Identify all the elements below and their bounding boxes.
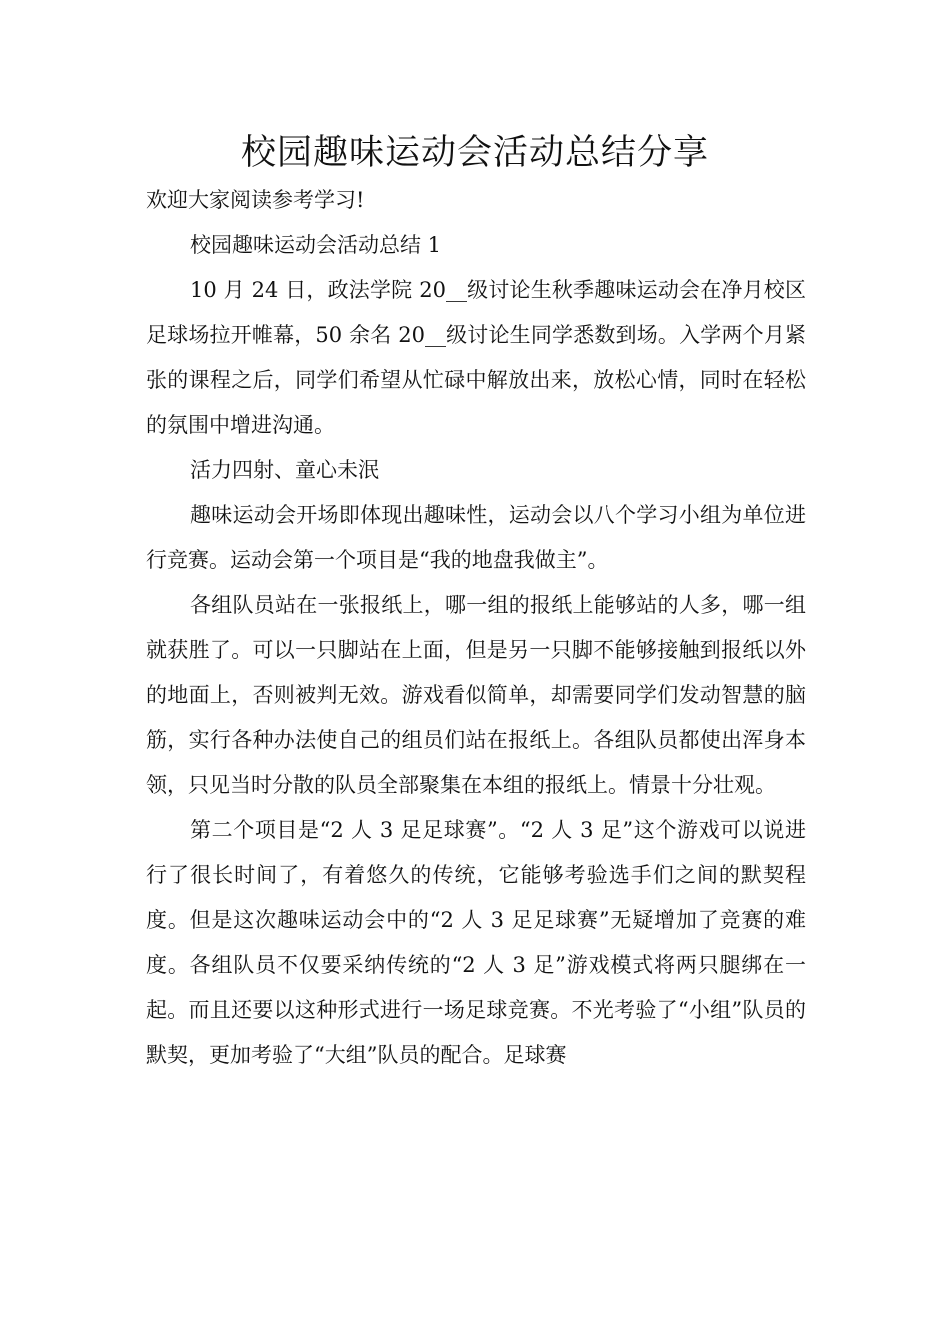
paragraph-1: 10 月 24 日，政法学院 20__级讨论生秋季趣味运动会在净月校区足球场拉开帷幕，50 余名 20__级讨论生同学悉数到场。入学两个月紧张的课程之后，同学们希望从忙碌中解放出来，放松心情，同时在轻松的氛围中增进沟通。 xyxy=(146,278,806,437)
paragraph-4: 第二个项目是“2 人 3 足足球赛”。“2 人 3 足”这个游戏可以说进行了很长时间了，有着悠久的传统，它能够考验选手们之间的默契程度。但是这次趣味运动会中的“2 人 3 足足球赛”无疑增加了竞赛的难度。各组队员不仅要采纳传统的“2 人 3 足”游戏模式将两只腿绑在一起。而且还要以这种形式进行一场足球竞赛。不光考验了“小组”队员的默契，更加考验了“大组”队员的配合。足球赛 xyxy=(146,818,806,1067)
paragraph-3: 各组队员站在一张报纸上，哪一组的报纸上能够站的人多，哪一组就获胜了。可以一只脚站在上面，但是另一只脚不能够接触到报纸以外的地面上，否则被判无效。游戏看似简单，却需要同学们发动智慧的脑筋，实行各种办法使自己的组员们站在报纸上。各组队员都使出浑身本领，只见当时分散的队员全部聚集在本组的报纸上。情景十分壮观。 xyxy=(146,593,806,797)
paragraph-2: 趣味运动会开场即体现出趣味性，运动会以八个学习小组为单位进行竞赛。运动会第一个项目是“我的地盘我做主”。 xyxy=(146,503,806,572)
section-heading: 活力四射、童心未泯 xyxy=(190,458,379,482)
intro-line: 欢迎大家阅读参考学习! xyxy=(146,188,365,212)
section-subtitle: 校园趣味运动会活动总结 1 xyxy=(190,233,442,257)
document-body xyxy=(146,178,806,1078)
document-title: 校园趣味运动会活动总结分享 xyxy=(240,133,709,173)
